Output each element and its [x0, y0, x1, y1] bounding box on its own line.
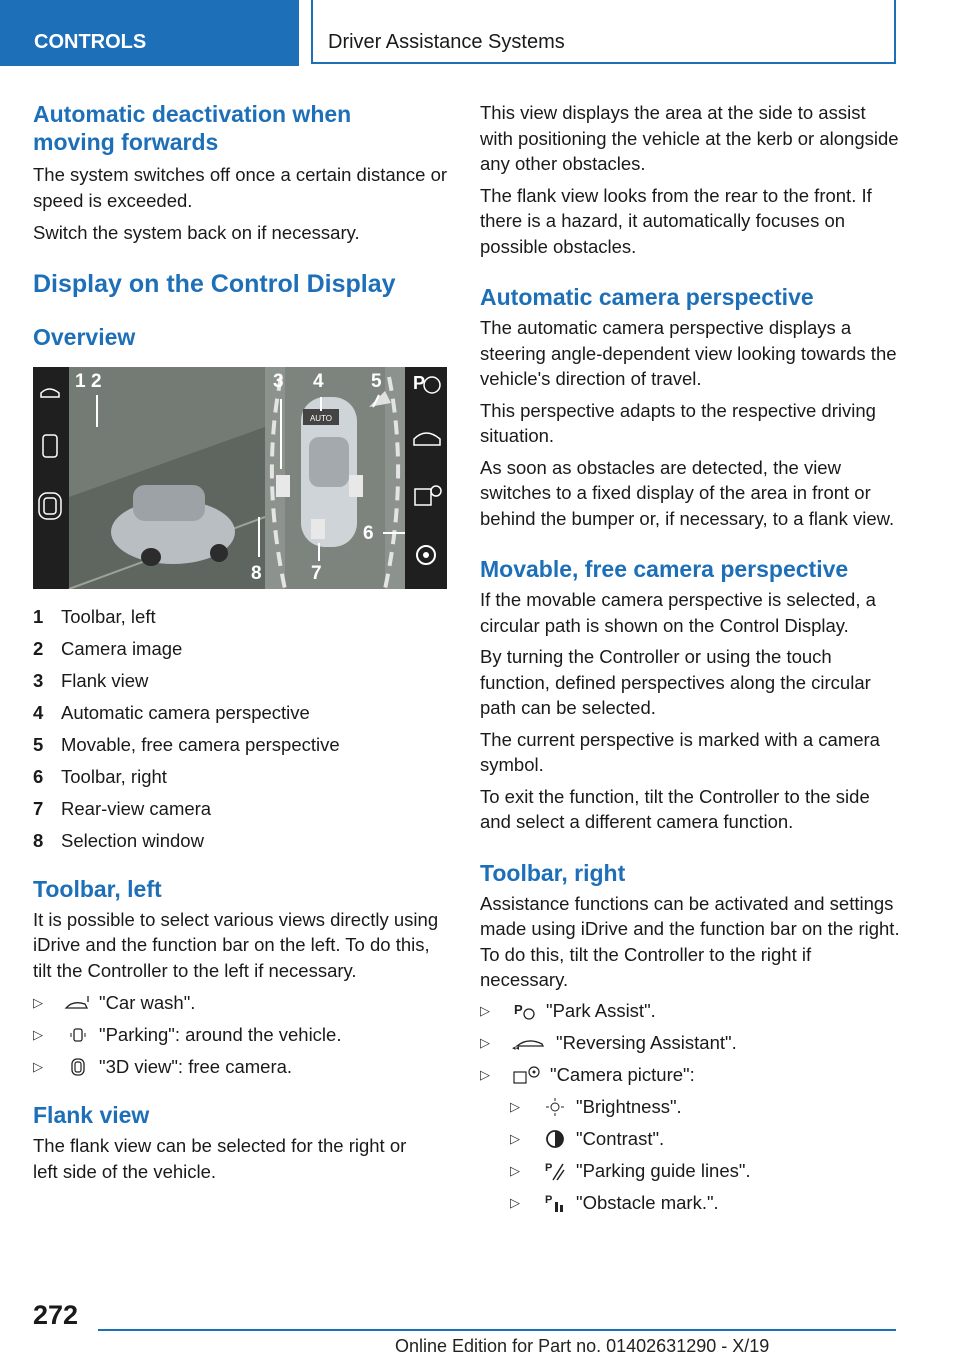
right-column [480, 100, 900, 1219]
callout-5: 5 [371, 370, 382, 392]
obstacle-mark-icon [540, 1192, 570, 1214]
list-item: ▷ P "Park Assist". [480, 995, 900, 1027]
footer-edition: Online Edition for Part no. 01402631290 - X/19 [395, 1336, 770, 1356]
triangle-bullet-icon: ▷ [480, 1002, 490, 1018]
svg-text:P: P [545, 1193, 553, 1206]
legend-item: 6 Toolbar, right [33, 765, 167, 787]
callout-3: 3 [273, 370, 284, 392]
triangle-bullet-icon: ▷ [33, 995, 43, 1010]
legend-item: 2 Camera image [33, 637, 183, 659]
camera-picture-sub-list [480, 1091, 900, 1219]
car-wash-icon [63, 994, 93, 1012]
chapter-title: Driver Assistance Systems [311, 0, 896, 64]
paragraph: Assistance functions can be activated and settings made using iDrive and the function bar on the right. To do this, tilt the Controller to the right if necessary. [480, 892, 900, 990]
footer-divider [98, 1329, 896, 1331]
legend-item: 8 Selection window [33, 829, 204, 851]
paragraph: It is possible to select various views directly using iDrive and the function bar on the left. To do this, tilt the Controller to the left if necessary. [33, 908, 439, 981]
callout-8: 8 [251, 562, 262, 584]
list-item: ▷ "Camera picture": [480, 1059, 900, 1091]
paragraph: To exit the function, tilt the Controller to the side and select a different camera function. [480, 785, 870, 832]
list-item: ▷ "Parking": around the vehicle. [33, 1019, 451, 1051]
triangle-bullet-icon: ▷ [510, 1130, 520, 1146]
paragraph: The flank view can be selected for the right or left side of the vehicle. [33, 1135, 407, 1182]
triangle-bullet-icon: ▷ [33, 1059, 43, 1074]
svg-text:AUTO: AUTO [309, 413, 333, 423]
paragraph: This view displays the area at the side to assist with positioning the vehicle at the kerb or alongside any other obstacles. [480, 102, 899, 174]
triangle-bullet-icon: ▷ [510, 1098, 520, 1114]
paragraph: Switch the system back on if necessary. [33, 222, 360, 243]
parking-guide-lines-icon [540, 1160, 570, 1182]
legend-item: 1 Toolbar, left [33, 605, 156, 627]
toolbar-left-list [33, 987, 451, 1083]
heading-movable-free-camera: Movable, free camera perspective [480, 556, 849, 582]
heading-display-on-control-display: Display on the Control Display [33, 269, 396, 298]
triangle-bullet-icon: ▷ [510, 1162, 520, 1178]
paragraph: The automatic camera perspective displays a steering angle-dependent view looking towards the vehicle's direction of travel. [480, 317, 897, 389]
callout-4: 4 [313, 370, 324, 392]
heading-overview: Overview [33, 323, 136, 350]
paragraph: The current perspective is marked with a camera symbol. [480, 728, 880, 775]
list-item: ▷ "Car wash". [33, 987, 451, 1019]
camera-picture-icon [510, 1065, 544, 1085]
list-item: ▷ "3D view": free camera. [33, 1051, 451, 1083]
paragraph: As soon as obstacles are detected, the view switches to a fixed display of the area in front or behind the bumper or, if necessary, to a flank view. [480, 456, 895, 529]
heading-automatic-deactivation: Automatic deactivation when moving forwards [33, 101, 352, 155]
page-header [0, 0, 960, 66]
list-item: ▷ P "Obstacle mark.". [510, 1187, 900, 1219]
legend-item: 4 Automatic camera perspective [33, 701, 310, 723]
paragraph: By turning the Controller or using the touch function, defined perspectives along the circular path can be selected. [480, 646, 871, 718]
svg-text:P: P [413, 372, 426, 393]
list-item: ▷ "Brightness". [510, 1091, 900, 1123]
triangle-bullet-icon: ▷ [33, 1027, 43, 1042]
left-column [33, 100, 451, 1184]
camera-display-figure [33, 367, 447, 589]
contrast-icon [540, 1129, 570, 1149]
section-tab: CONTROLS [0, 0, 299, 66]
list-item: ▷ ◂◂ "Reversing Assistant". [480, 1027, 900, 1059]
svg-text:◂◂: ◂◂ [512, 1044, 520, 1051]
triangle-bullet-icon: ▷ [480, 1066, 490, 1082]
callout-2: 2 [91, 370, 102, 392]
paragraph: This perspective adapts to the respective driving situation. [480, 399, 876, 446]
brightness-icon [540, 1097, 570, 1117]
park-assist-icon [510, 1001, 540, 1021]
triangle-bullet-icon: ▷ [480, 1034, 490, 1050]
paragraph: If the movable camera perspective is selected, a circular path is shown on the Control Display. [480, 589, 876, 636]
heading-toolbar-left: Toolbar, left [33, 875, 162, 902]
paragraph: The system switches off once a certain distance or speed is exceeded. [33, 164, 448, 211]
toolbar-right-list [480, 995, 900, 1219]
heading-automatic-camera-perspective: Automatic camera perspective [480, 284, 814, 310]
callout-1: 1 [75, 370, 86, 392]
svg-text:P: P [545, 1161, 553, 1174]
parking-icon [63, 1025, 93, 1045]
triangle-bullet-icon: ▷ [510, 1194, 520, 1210]
legend-item: 7 Rear-view camera [33, 797, 212, 819]
reversing-assistant-icon [510, 1035, 550, 1051]
callout-6: 6 [363, 522, 374, 544]
figure-graphic [33, 367, 447, 589]
heading-flank-view: Flank view [33, 1102, 150, 1128]
page-number: 272 [33, 1300, 79, 1330]
3d-view-icon [63, 1057, 93, 1077]
list-item: ▷ P "Parking guide lines". [510, 1155, 900, 1187]
svg-text:P: P [514, 1001, 523, 1017]
callout-7: 7 [311, 562, 322, 584]
legend-item: 5 Movable, free camera perspective [33, 733, 340, 755]
paragraph: The flank view looks from the rear to the front. If there is a hazard, it automatically focuses on possible obstacles. [480, 184, 872, 257]
list-item: ▷ "Contrast". [510, 1123, 900, 1155]
figure-legend [33, 601, 451, 857]
heading-toolbar-right: Toolbar, right [480, 859, 626, 886]
legend-item: 3 Flank view [33, 669, 149, 691]
